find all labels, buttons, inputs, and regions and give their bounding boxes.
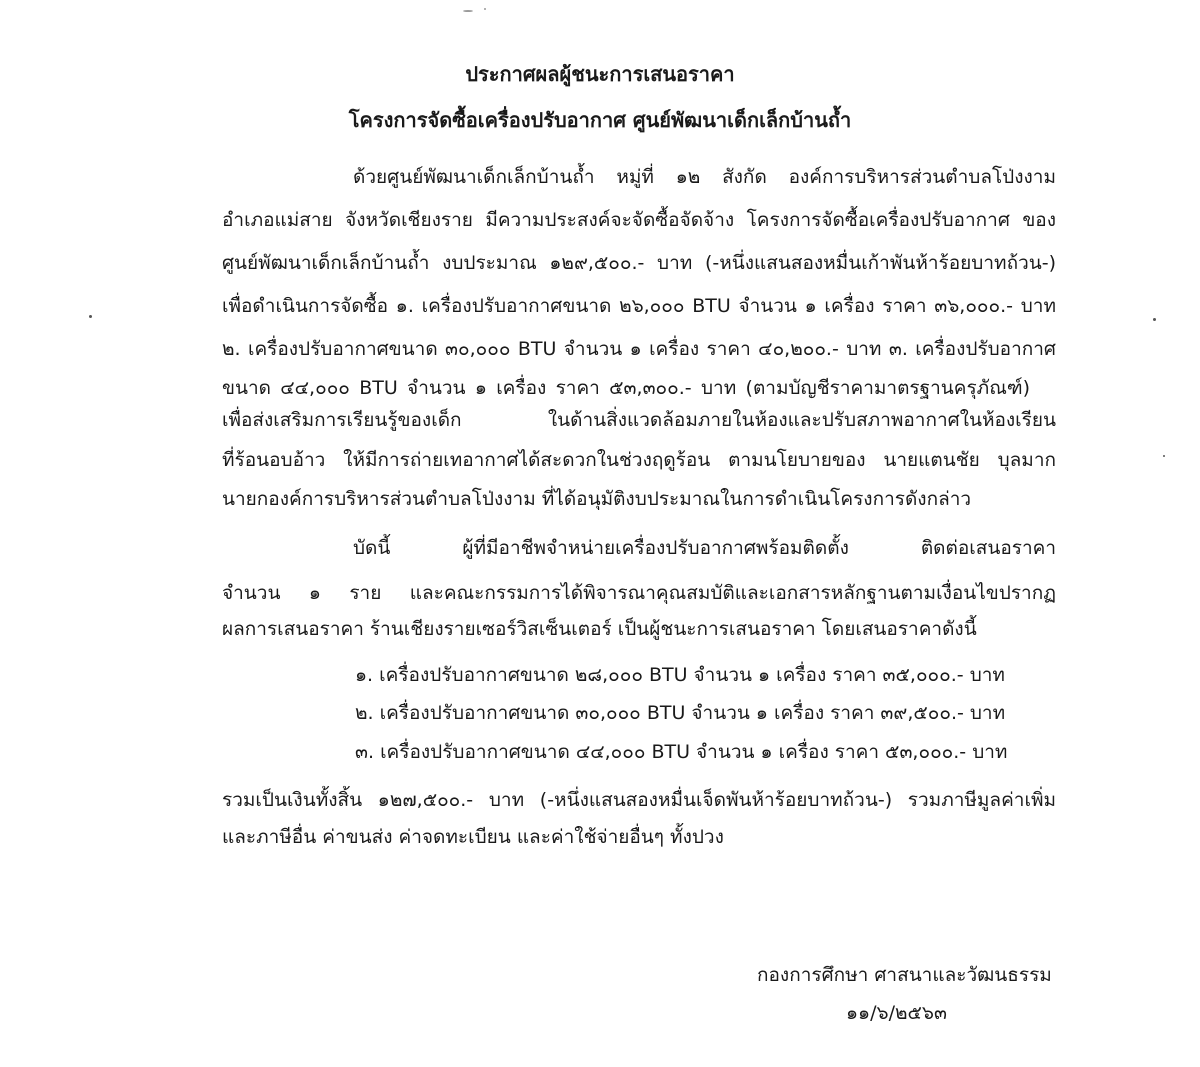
- scan-speck: [1153, 318, 1156, 321]
- winning-item: ๒. เครื่องปรับอากาศขนาด ๓๐,๐๐๐ BTU จำนวน ๑ เครื่อง ราคา ๓๙,๕๐๐.- บาท: [355, 702, 1006, 724]
- scan-speck: [484, 8, 486, 10]
- winning-item: ๑. เครื่องปรับอากาศขนาด ๒๘,๐๐๐ BTU จำนวน ๑ เครื่อง ราคา ๓๕,๐๐๐.- บาท: [355, 664, 1005, 686]
- paragraph-1-line: ๒. เครื่องปรับอากาศขนาด ๓๐,๐๐๐ BTU จำนวน ๑ เครื่อง ราคา ๔๐,๒๐๐.- บาท ๓. เครื่องปรับอากาศ: [222, 338, 1056, 360]
- scan-speck: [463, 10, 473, 12]
- paragraph-1-line: อำเภอแม่สาย จังหวัดเชียงราย มีความประสงค์จะจัดซื้อจัดจ้าง โครงการจัดซื้อเครื่องปรับอากาศ ของ: [222, 209, 1056, 231]
- paragraph-1-line: ขนาด ๔๔,๐๐๐ BTU จำนวน ๑ เครื่อง ราคา ๕๓,๓๐๐.- บาท (ตามบัญชีราคามาตรฐานครุภัณฑ์): [222, 377, 1030, 399]
- paragraph-1-line: เพื่อดำเนินการจัดซื้อ ๑. เครื่องปรับอากาศขนาด ๒๖,๐๐๐ BTU จำนวน ๑ เครื่อง ราคา ๓๖,๐๐๐.- บาท: [222, 295, 1056, 317]
- paragraph-1-line: เพื่อส่งเสริมการเรียนรู้ของเด็ก ในด้านสิ่งแวดล้อมภายในห้องและปรับสภาพอากาศในห้องเรียน: [222, 409, 1056, 431]
- signature-date: ๑๑/๖/๒๕๖๓: [846, 1002, 947, 1024]
- total-line: และภาษีอื่น ค่าขนส่ง ค่าจดทะเบียน และค่าใช้จ่ายอื่นๆ ทั้งปวง: [222, 826, 724, 848]
- project-title: โครงการจัดซื้อเครื่องปรับอากาศ ศูนย์พัฒนาเด็กเล็กบ้านถ้ำ: [348, 108, 852, 132]
- paragraph-2-line: บัดนี้ ผู้ที่มีอาชีพจำหน่ายเครื่องปรับอากาศพร้อมติดตั้ง ติดต่อเสนอราคา: [353, 537, 1056, 559]
- paragraph-2-line: จำนวน ๑ ราย และคณะกรรมการได้พิจารณาคุณสมบัติและเอกสารหลักฐานตามเงื่อนไขปรากฏ: [222, 582, 1056, 604]
- scan-speck: [1163, 455, 1165, 457]
- paragraph-2-line: ผลการเสนอราคา ร้านเชียงรายเซอร์วิสเซ็นเตอร์ เป็นผู้ชนะการเสนอราคา โดยเสนอราคาดังนี้: [222, 618, 977, 640]
- signature-division: กองการศึกษา ศาสนาและวัฒนธรรม: [757, 964, 1052, 986]
- announcement-title: ประกาศผลผู้ชนะการเสนอราคา: [465, 62, 735, 86]
- paragraph-1-line: ด้วยศูนย์พัฒนาเด็กเล็กบ้านถ้ำ หมู่ที่ ๑๒ สังกัด องค์การบริหารส่วนตำบลโป่งงาม: [353, 166, 1056, 188]
- scan-speck: [89, 315, 92, 318]
- paragraph-1-line: ที่ร้อนอบอ้าว ให้มีการถ่ายเทอากาศได้สะดวกในช่วงฤดูร้อน ตามนโยบายของ นายแตนชัย บุลมาก: [222, 449, 1056, 471]
- winning-item: ๓. เครื่องปรับอากาศขนาด ๔๔,๐๐๐ BTU จำนวน ๑ เครื่อง ราคา ๕๓,๐๐๐.- บาท: [355, 741, 1008, 763]
- paragraph-1-line: ศูนย์พัฒนาเด็กเล็กบ้านถ้ำ งบประมาณ ๑๒๙,๕๐๐.- บาท (-หนึ่งแสนสองหมื่นเก้าพันห้าร้อยบาทถ้วน-): [222, 252, 1056, 274]
- total-line: รวมเป็นเงินทั้งสิ้น ๑๒๗,๕๐๐.- บาท (-หนึ่งแสนสองหมื่นเจ็ดพันห้าร้อยบาทถ้วน-) รวมภาษีมูลค่าเพิ่ม: [222, 789, 1056, 811]
- paragraph-1-line: นายกองค์การบริหารส่วนตำบลโป่งงาม ที่ได้อนุมัติงบประมาณในการดำเนินโครงการดังกล่าว: [222, 488, 972, 510]
